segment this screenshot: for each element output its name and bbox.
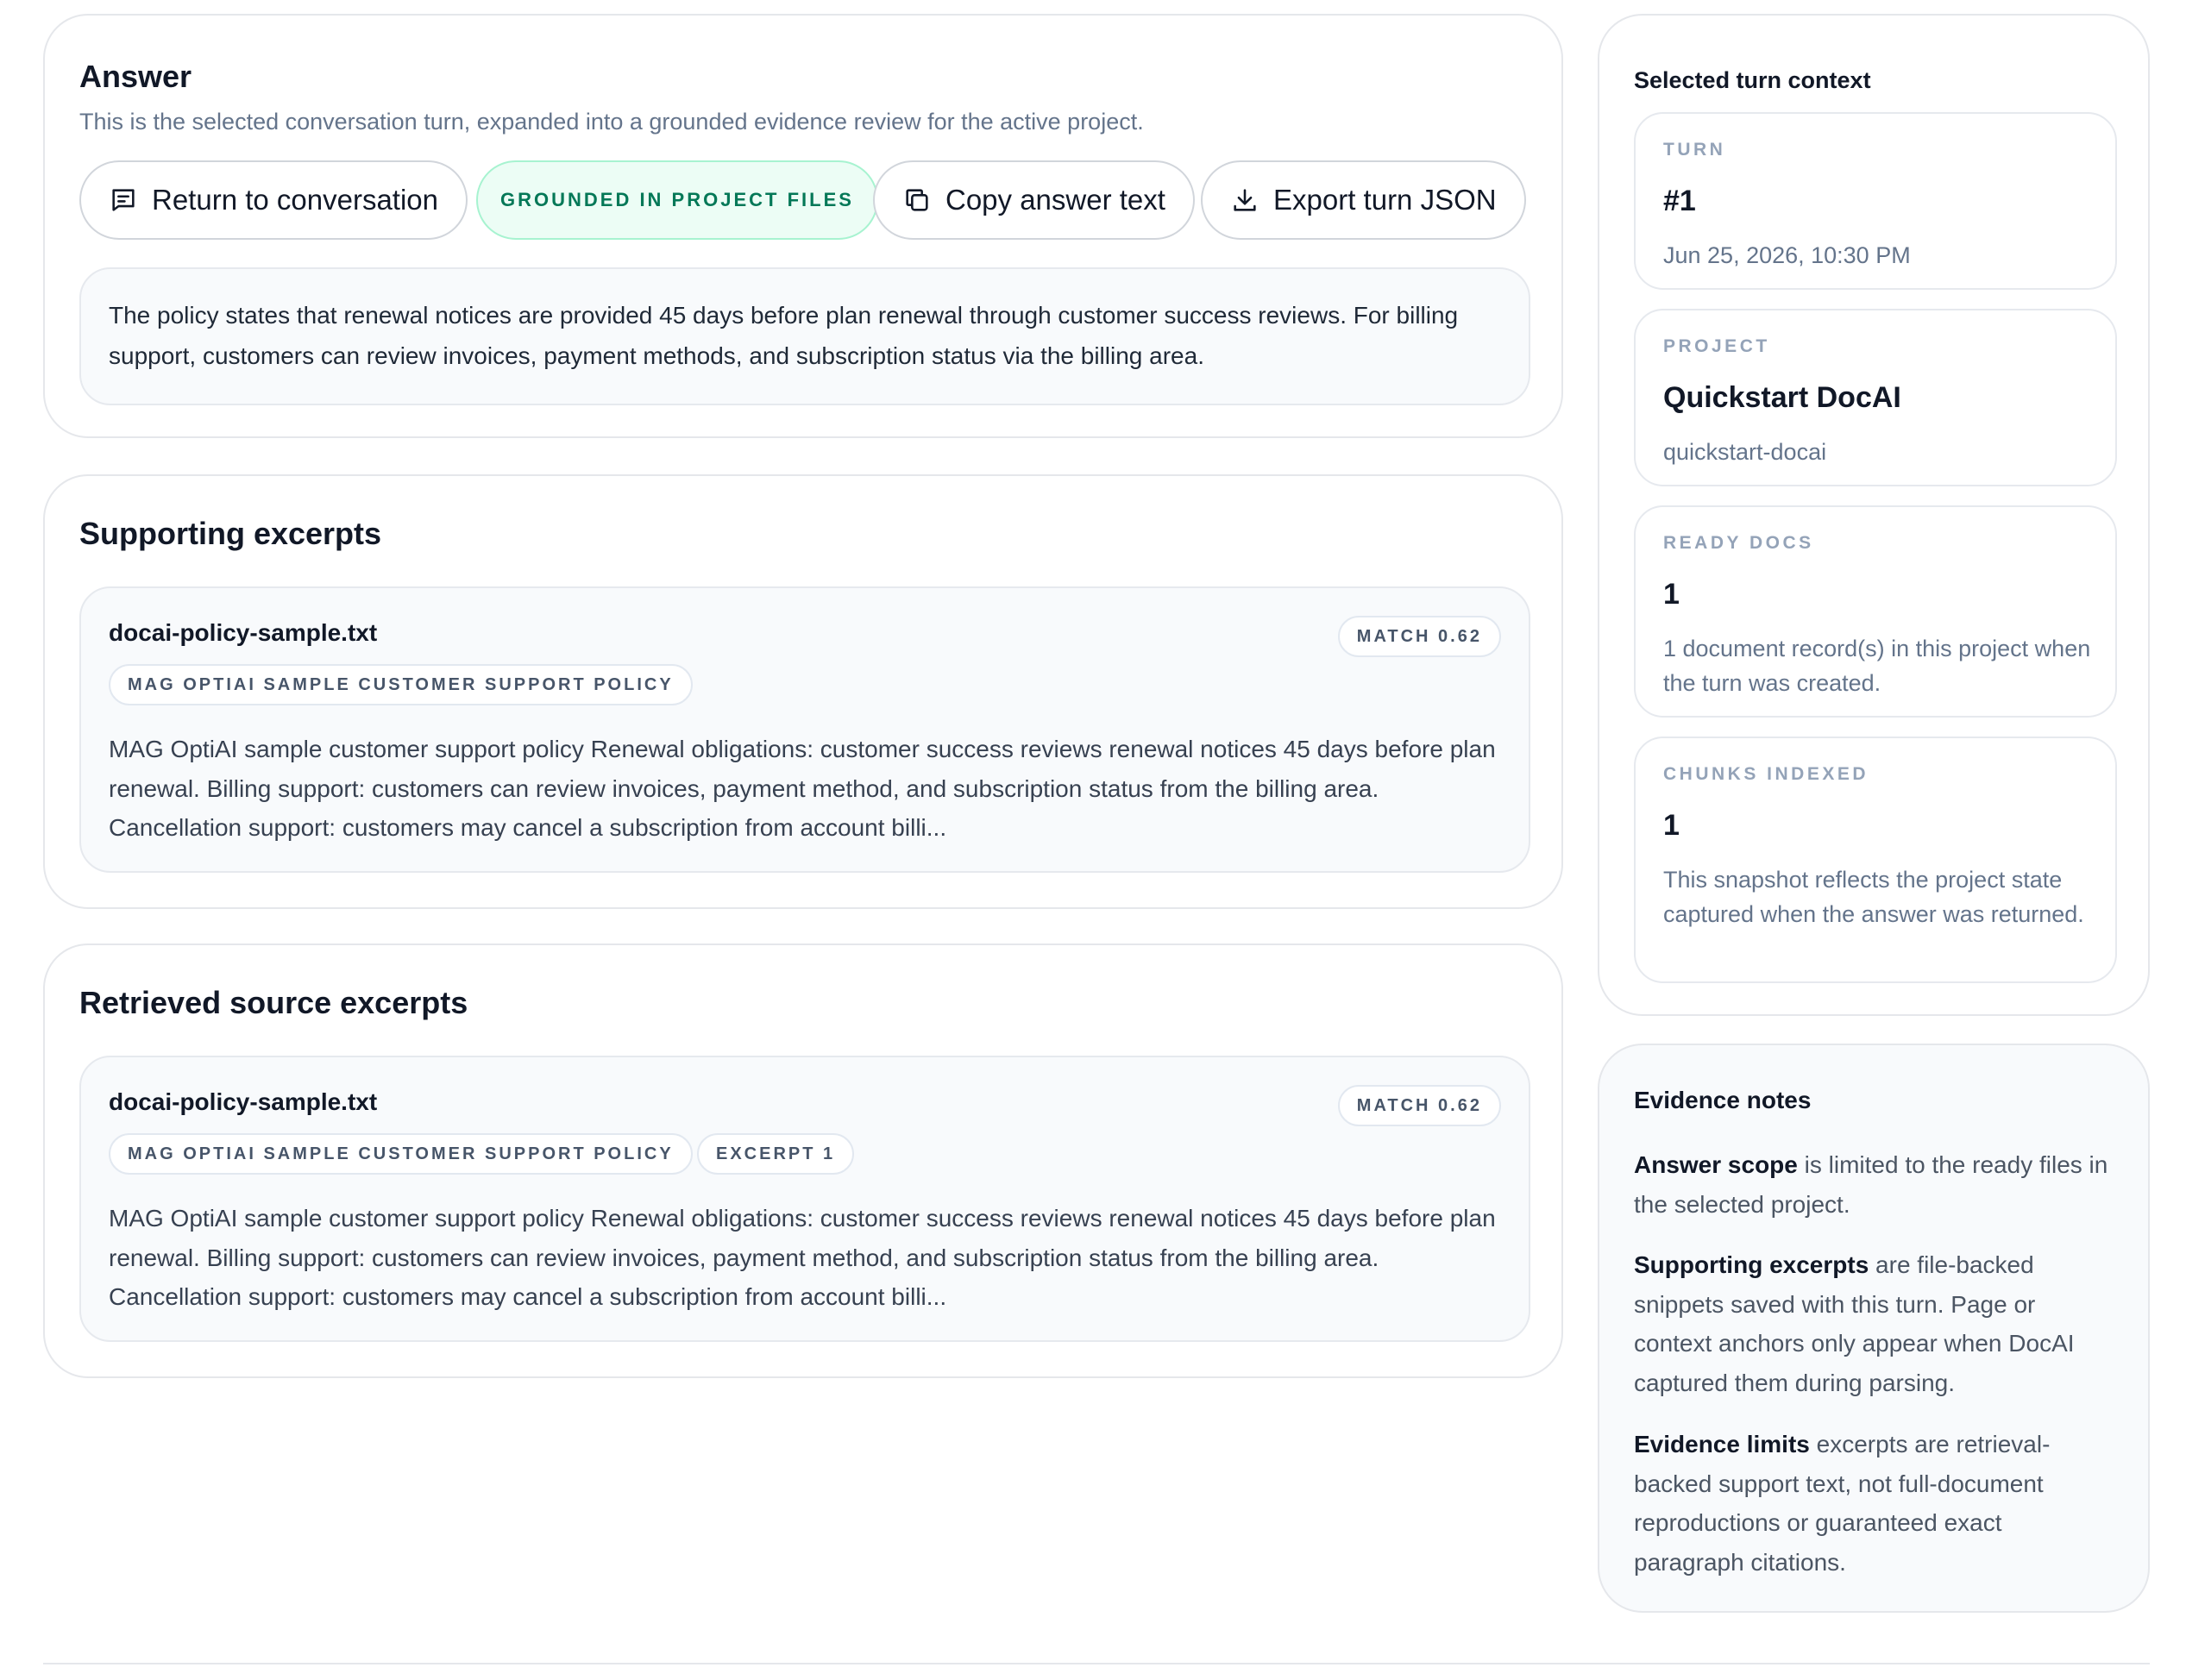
retrieved-excerpts-card <box>43 943 1563 1378</box>
export-turn-json-button[interactable] <box>1201 160 1526 240</box>
excerpt-number-tag: EXCERPT 1 <box>697 1133 854 1175</box>
excerpt-filename: docai-policy-sample.txt <box>109 1088 378 1115</box>
chunks-indexed-stat <box>1634 737 2117 983</box>
note-term: Answer scope <box>1634 1151 1798 1178</box>
note-text: excerpts are retrieval-backed support text, not full-document reproductions or guaranteed exact paragraph citations. <box>1634 1431 2051 1576</box>
excerpt-source-tag: MAG OPTIAI SAMPLE CUSTOMER SUPPORT POLICY <box>109 1133 693 1175</box>
note-term: Evidence limits <box>1634 1431 1810 1457</box>
supporting-excerpts-card <box>43 474 1563 909</box>
copy-answer-button[interactable] <box>873 160 1195 240</box>
stat-value: Quickstart DocAI <box>1663 381 1901 414</box>
ready-docs-stat <box>1634 505 2117 718</box>
match-score-badge: MATCH 0.62 <box>1338 1085 1501 1126</box>
evidence-notes-card <box>1598 1044 2150 1613</box>
project-stat <box>1634 309 2117 486</box>
note-text: are file-backed snippets saved with this turn. Page or context anchors only appear when DocAI captured them during parsing. <box>1634 1251 2075 1396</box>
excerpt-item <box>79 1056 1530 1342</box>
evidence-note <box>1634 1145 2117 1224</box>
supporting-excerpts-title: Supporting excerpts <box>79 516 382 551</box>
stat-value: 1 <box>1663 809 1680 842</box>
copy-answer-label: Copy answer text <box>945 184 1165 216</box>
turn-context-card <box>1598 14 2150 1016</box>
note-text: is limited to the ready files in the selected project. <box>1634 1151 2108 1218</box>
answer-text-box <box>79 267 1530 405</box>
answer-text: The policy states that renewal notices are provided 45 days before plan renewal through customer success reviews. For billing support, customers can review invoices, payment methods, and subscription status via the billing area. <box>109 302 1459 369</box>
turn-stat <box>1634 112 2117 290</box>
evidence-note <box>1634 1245 2117 1402</box>
excerpt-text: MAG OptiAI sample customer support policy Renewal obligations: customer success reviews renewal notices 45 days before plan renewal. Billing support: customers can review invoices, payment method, and subscription status from the billing area. Cancellation support: customers may cancel a subscription from account billi... <box>109 1205 1496 1310</box>
export-turn-json-label: Export turn JSON <box>1273 184 1497 216</box>
stat-value: #1 <box>1663 185 1696 217</box>
answer-subtitle: This is the selected conversation turn, expanded into a grounded evidence review for the active project. <box>79 109 1144 135</box>
evidence-note <box>1634 1425 2117 1582</box>
stat-label: CHUNKS INDEXED <box>1663 764 1869 784</box>
stat-description: This snapshot reflects the project state captured when the answer was returned. <box>1663 867 2084 927</box>
stat-label: PROJECT <box>1663 336 1770 356</box>
stat-description: 1 document record(s) in this project when the turn was created. <box>1663 636 2091 696</box>
evidence-notes-title: Evidence notes <box>1634 1087 1812 1113</box>
excerpt-item <box>79 586 1530 873</box>
stat-value: 1 <box>1663 578 1680 611</box>
return-to-conversation-label: Return to conversation <box>152 184 439 216</box>
footer-divider <box>43 1663 2150 1664</box>
excerpt-filename: docai-policy-sample.txt <box>109 619 378 646</box>
answer-title: Answer <box>79 59 192 94</box>
answer-card <box>43 14 1563 438</box>
stat-description: quickstart-docai <box>1663 439 1827 465</box>
return-to-conversation-button[interactable] <box>79 160 468 240</box>
retrieved-excerpts-title: Retrieved source excerpts <box>79 985 468 1020</box>
note-term: Supporting excerpts <box>1634 1251 1869 1278</box>
stat-label: TURN <box>1663 140 1726 160</box>
match-score-badge: MATCH 0.62 <box>1338 616 1501 657</box>
excerpt-text: MAG OptiAI sample customer support policy Renewal obligations: customer success reviews renewal notices 45 days before plan renewal. Billing support: customers can review invoices, payment method, and subscription status from the billing area. Cancellation support: customers may cancel a subscription from account billi... <box>109 736 1496 841</box>
stat-description: Jun 25, 2026, 10:30 PM <box>1663 242 1911 268</box>
download-icon <box>1230 185 1259 215</box>
turn-context-title: Selected turn context <box>1634 67 1871 93</box>
stat-label: READY DOCS <box>1663 533 1814 553</box>
copy-icon <box>902 185 932 215</box>
grounded-badge: GROUNDED IN PROJECT FILES <box>476 160 878 240</box>
excerpt-source-tag: MAG OPTIAI SAMPLE CUSTOMER SUPPORT POLICY <box>109 664 693 705</box>
message-lines-icon <box>109 185 138 215</box>
